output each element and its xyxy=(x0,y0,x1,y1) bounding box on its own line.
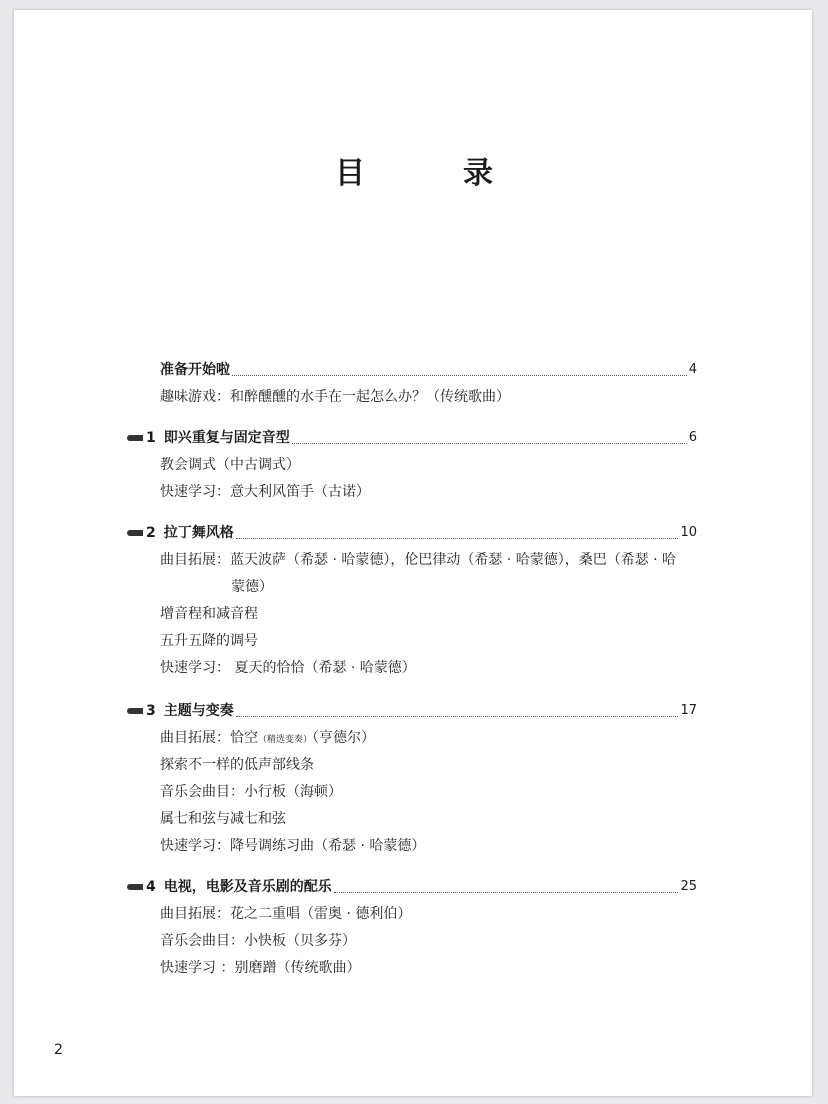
chapter-marker-icon xyxy=(127,708,143,714)
toc-item[interactable]: 曲目拓展：蓝天波萨（希瑟 · 哈蒙德），伦巴律动（希瑟 · 哈蒙德），桑巴（希瑟 · 哈 xyxy=(160,552,677,568)
toc-heading-title: 准备开始啦 xyxy=(160,362,230,378)
chapter-number: 2 xyxy=(146,525,156,541)
dot-leader xyxy=(334,891,679,893)
toc-item-continuation[interactable]: 蒙德） xyxy=(231,579,273,595)
footer-page-number: 2 xyxy=(54,1042,63,1058)
toc-heading-title: 即兴重复与固定音型 xyxy=(163,430,290,446)
toc-page-number: 6 xyxy=(688,430,697,445)
dot-leader xyxy=(232,374,687,376)
toc-item[interactable]: 增音程和减音程 xyxy=(160,606,258,622)
toc-item-main: 曲目拓展：恰空 xyxy=(160,730,258,746)
chapter-number: 1 xyxy=(146,430,156,446)
toc-item[interactable]: 快速学习：降号调练习曲（希瑟 · 哈蒙德） xyxy=(160,838,426,854)
dot-leader xyxy=(236,715,679,717)
toc-page-number: 25 xyxy=(680,879,697,894)
toc-page-number: 17 xyxy=(680,703,697,718)
dot-leader xyxy=(292,442,687,444)
toc-page-number: 10 xyxy=(680,525,697,540)
toc-heading-title: 电视，电影及音乐剧的配乐 xyxy=(163,879,332,895)
toc-item[interactable]: 五升五降的调号 xyxy=(160,633,258,649)
toc-item[interactable]: 属七和弦与减七和弦 xyxy=(160,811,286,827)
toc-page-number: 4 xyxy=(688,362,697,377)
toc-heading-chapter-4[interactable] xyxy=(127,876,697,898)
toc-heading-chapter-2[interactable] xyxy=(127,522,697,544)
toc-heading-prep[interactable] xyxy=(160,359,697,381)
toc-item[interactable] xyxy=(160,727,375,749)
chapter-number: 4 xyxy=(146,879,156,895)
chapter-marker-icon xyxy=(127,530,143,536)
toc-item-note: （精选变奏） xyxy=(258,735,313,745)
toc-item[interactable]: 教会调式（中古调式） xyxy=(160,457,300,473)
toc-heading-title: 主题与变奏 xyxy=(163,703,234,719)
toc-item[interactable]: 快速学习 ：别磨蹭（传统歌曲） xyxy=(160,960,361,976)
chapter-marker-icon xyxy=(127,884,143,890)
toc-item[interactable]: 音乐会曲目：小快板（贝多芬） xyxy=(160,933,356,949)
toc-item-composer: （亨德尔） xyxy=(312,730,376,746)
toc-heading-title: 拉丁舞风格 xyxy=(163,525,234,541)
toc-item[interactable]: 快速学习： 夏天的恰恰（希瑟 · 哈蒙德） xyxy=(160,660,416,676)
toc-heading-chapter-1[interactable] xyxy=(127,427,697,449)
toc-item[interactable]: 音乐会曲目：小行板（海顿） xyxy=(160,784,342,800)
chapter-number: 3 xyxy=(146,703,156,719)
chapter-marker-icon xyxy=(127,435,143,441)
toc-item[interactable]: 探索不一样的低声部线条 xyxy=(160,757,314,773)
toc-heading-chapter-3[interactable] xyxy=(127,700,697,722)
toc-item[interactable]: 快速学习：意大利风笛手（古诺） xyxy=(160,484,370,500)
toc-item[interactable]: 曲目拓展：花之二重唱（雷奥 · 德利伯） xyxy=(160,906,412,922)
page-title: 目 录 xyxy=(335,156,527,191)
toc-item[interactable]: 趣味游戏：和醉醺醺的水手在一起怎么办？（传统歌曲） xyxy=(160,389,510,405)
dot-leader xyxy=(236,537,679,539)
